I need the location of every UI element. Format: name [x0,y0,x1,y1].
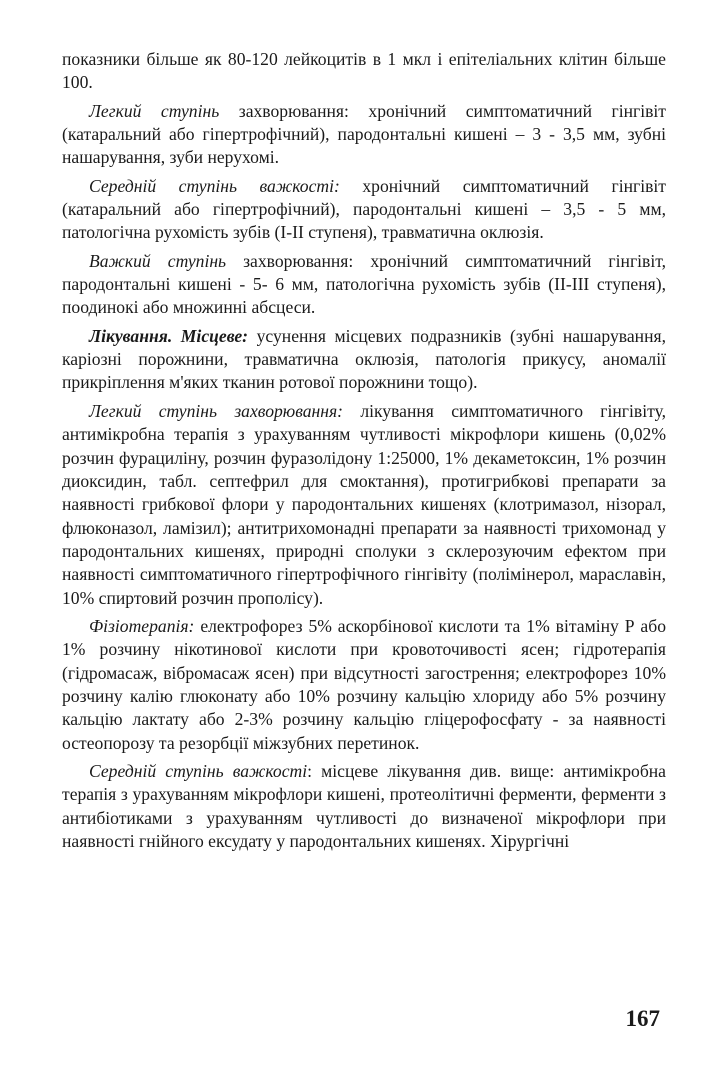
paragraph-lead: Середній ступінь важкості: [89,175,340,196]
paragraph: Фізіотерапія: електрофорез 5% аскорбінової кислоти та 1% вітаміну Р або 1% розчину нікотинової кислоти при кровоточивості ясен; гідротерапія (гідромасаж, вібромасаж ясен) при відсутності загострення; електрофорез 10% розчину калію глюконату або 10% розчину кальцію хлориду або 5% розчину кальцію лактату або 2-3% розчину кальцію гліцерофосфату - за наявності остеопорозу та резорбції міжзубних перетинок. [62,615,666,753]
paragraph-lead: Легкий ступінь [89,100,220,121]
paragraph: Легкий ступінь захворювання: хронічний симптоматичний гінгівіт (катаральний або гіпертрофічний), пародонтальні кишені – 3 - 3,5 мм, зубні нашарування, зуби нерухомі. [62,100,666,168]
paragraph-lead: Фізіотерапія: [89,615,195,636]
body-text [62,48,666,853]
paragraph-lead: Важкий ступінь [89,250,227,271]
page-number: 167 [625,1006,660,1031]
paragraph: Середній ступінь важкості: хронічний симптоматичний гінгівіт (катаральний або гіпертрофічний), пародонтальні кишені – 3,5 - 5 мм, патологічна рухомість зубів (I-II ступеня), травматична оклюзія. [62,175,666,243]
paragraph: Важкий ступінь захворювання: хронічний симптоматичний гінгівіт, пародонтальні кишені - 5- 6 мм, патологічна рухомість зубів (II-III ступеня), поодинокі або множинні абсцеси. [62,250,667,318]
paragraph: показники більше як 80-120 лейкоцитів в 1 мкл і епітеліальних клітин більше 100. [62,49,666,93]
paragraph: Легкий ступінь захворювання: лікування симптоматичного гінгівіту, антимікробна терапія з урахуванням чутливості мікрофлори кишень (0,02% розчин фурациліну, розчин фуразолідону 1:25000, 1% декаметоксин, 1% розчин диоксидин, табл. септефрил для смоктання), протигрибкові препарати за наявності грибкової флори у пародонтальних кишенях (клотримазол, нізорал, флюконазол, ламізил); антитрихомонадні препарати за наявності трихомонад у пародонтальних кишенях, природні сполуки з склерозуючим ефектом при наявності симптоматичного гіпертрофічного гінгівіту (полімінерол, мараславін, 10% спиртовий розчин прополісу). [62,400,666,608]
paragraph: Середній ступінь важкості: місцеве лікування див. вище: антимікробна терапія з урахуванням мікрофлори кишені, протеолітичні ферменти, ферменти з антибіотиками з урахуванням чутливості до визначеної мікрофлори при наявності гнійного ексудату у пародонтальних кишенях. Хірургічні [62,760,666,851]
paragraph-lead: Середній ступінь важкості [89,760,308,781]
paragraph: Лікування. Місцеве: усунення місцевих подразників (зубні нашарування, каріозні порожнини, травматична оклюзія, патологія прикусу, аномалії прикріплення м'яких тканин ротової порожнини тощо). [62,325,666,393]
paragraph-lead: Легкий ступінь захворювання: [89,400,344,421]
paragraph-lead: Лікування. Місцеве: [89,325,249,346]
